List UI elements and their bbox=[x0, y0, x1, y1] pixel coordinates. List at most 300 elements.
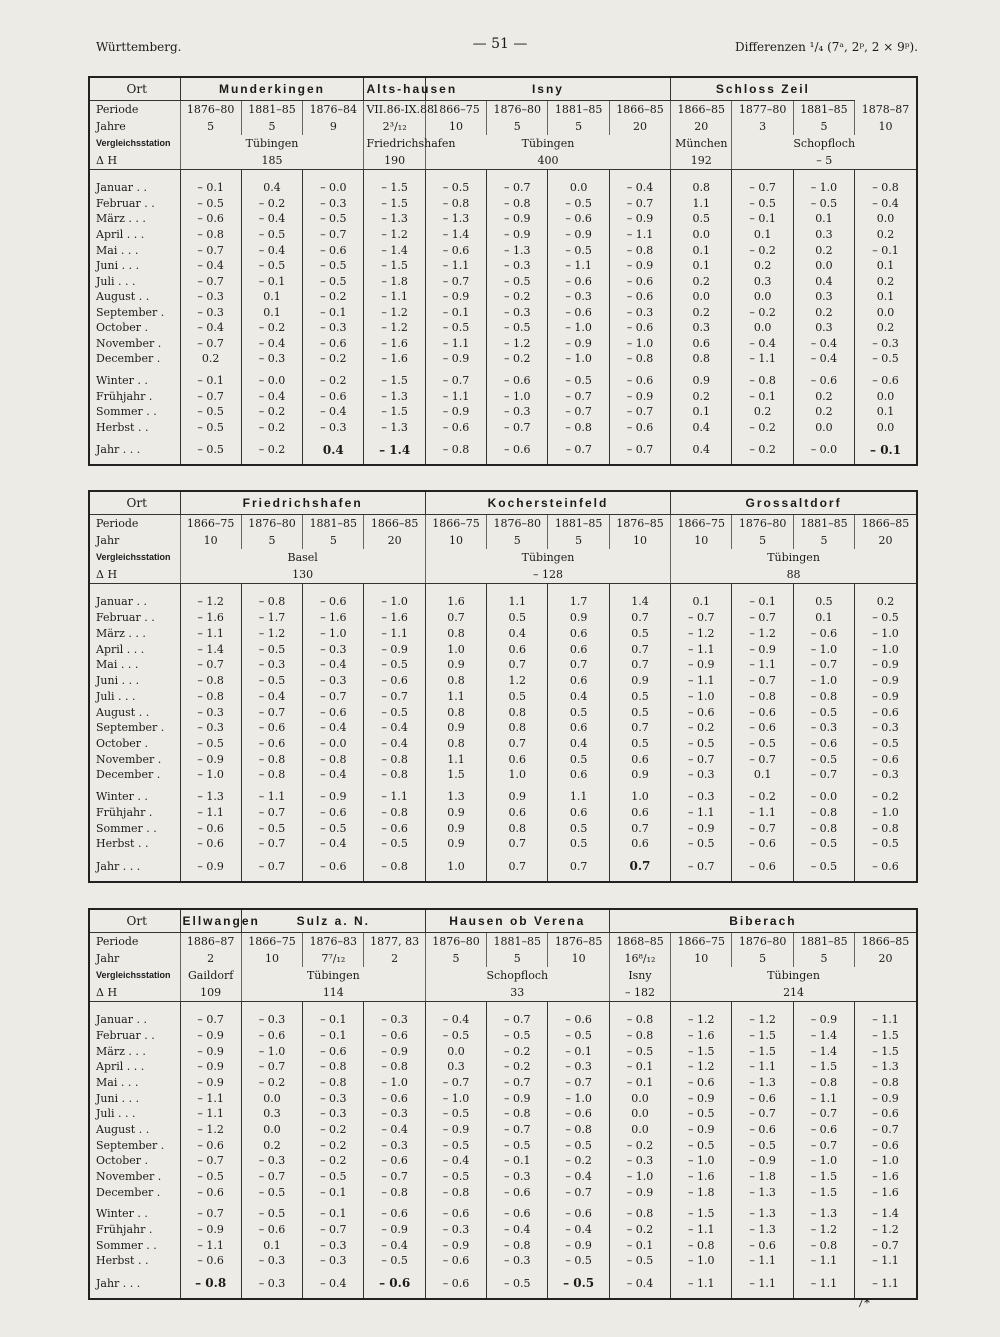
value-cell: – 0.5 bbox=[609, 1253, 670, 1269]
value-cell: – 1.2 bbox=[671, 1012, 732, 1028]
row-label: Δ H bbox=[90, 152, 180, 170]
value-cell: – 1.0 bbox=[364, 594, 425, 610]
value-cell: – 1.2 bbox=[793, 1222, 854, 1238]
value-cell: – 0.9 bbox=[364, 1043, 425, 1059]
value-cell: – 1.0 bbox=[793, 180, 854, 196]
annual-value-cell: – 0.5 bbox=[180, 441, 241, 458]
value-cell: – 0.8 bbox=[364, 751, 425, 767]
value-cell: 0.7 bbox=[487, 657, 548, 673]
month-label: October . bbox=[96, 1154, 149, 1168]
value-cell: – 0.3 bbox=[303, 673, 364, 689]
value-cell: 0.0 bbox=[793, 419, 854, 435]
value-cell: – 0.5 bbox=[548, 1137, 609, 1153]
years-cell: 10 bbox=[425, 118, 486, 135]
period-cell: 1876–80 bbox=[180, 101, 241, 119]
value-cell: – 0.6 bbox=[609, 289, 670, 305]
value-cell: – 0.7 bbox=[241, 1169, 302, 1185]
value-cell: – 0.4 bbox=[303, 720, 364, 736]
value-cell: – 0.5 bbox=[364, 1253, 425, 1269]
annual-value-cell: – 0.6 bbox=[303, 858, 364, 875]
month-row bbox=[90, 1122, 916, 1138]
spacer-row bbox=[90, 1002, 916, 1013]
spacer-cell bbox=[303, 875, 364, 881]
years-cell: 10 bbox=[671, 950, 732, 967]
value-cell: – 1.1 bbox=[732, 657, 793, 673]
page-number-header: — 51 — bbox=[472, 36, 528, 52]
station-row bbox=[90, 492, 916, 515]
years-cell: 10 bbox=[548, 950, 609, 967]
value-cell: 0.5 bbox=[548, 751, 609, 767]
spacer-cell bbox=[671, 458, 732, 464]
spacer-cell bbox=[425, 584, 486, 595]
value-cell: – 0.6 bbox=[303, 388, 364, 404]
month-label: Januar . . bbox=[96, 181, 147, 195]
value-cell: 0.2 bbox=[793, 305, 854, 321]
value-cell: – 0.7 bbox=[241, 805, 302, 821]
annual-value-cell: – 0.6 bbox=[364, 1275, 425, 1292]
value-cell: – 0.9 bbox=[732, 641, 793, 657]
value-cell: – 1.6 bbox=[855, 1169, 916, 1185]
years-cell: 20 bbox=[855, 532, 916, 549]
value-cell: – 0.9 bbox=[609, 258, 670, 274]
annual-value-cell: – 0.5 bbox=[548, 1275, 609, 1292]
value-cell: – 0.9 bbox=[425, 289, 486, 305]
years-cell: 10 bbox=[241, 950, 302, 967]
value-cell: 0.5 bbox=[609, 704, 670, 720]
value-cell: – 0.3 bbox=[303, 1253, 364, 1269]
value-cell: – 0.5 bbox=[793, 196, 854, 212]
value-cell: 0.1 bbox=[241, 1237, 302, 1253]
value-cell: – 0.7 bbox=[548, 1184, 609, 1200]
value-cell: – 1.4 bbox=[793, 1043, 854, 1059]
spacer-cell bbox=[732, 1292, 793, 1298]
season-row bbox=[90, 1253, 916, 1269]
value-cell: – 1.8 bbox=[364, 273, 425, 289]
value-cell: – 0.8 bbox=[609, 1012, 670, 1028]
height-difference-cell: 192 bbox=[671, 152, 732, 170]
month-label: October . bbox=[96, 321, 149, 335]
years-cell: 7⁷/₁₂ bbox=[303, 950, 364, 967]
value-cell: – 0.8 bbox=[487, 196, 548, 212]
season-row bbox=[90, 1206, 916, 1222]
value-cell: – 1.4 bbox=[855, 1206, 916, 1222]
value-cell: – 1.1 bbox=[855, 1012, 916, 1028]
period-cell: 1866–75 bbox=[241, 933, 302, 951]
value-cell: – 0.8 bbox=[548, 1122, 609, 1138]
value-cell: – 0.5 bbox=[793, 751, 854, 767]
value-cell: – 0.5 bbox=[732, 196, 793, 212]
period-cell: 1876–83 bbox=[303, 933, 364, 951]
value-cell: 0.0 bbox=[855, 388, 916, 404]
value-cell: – 0.5 bbox=[425, 1028, 486, 1044]
value-cell: – 0.9 bbox=[425, 351, 486, 367]
spacer-cell bbox=[855, 584, 916, 595]
value-cell: – 0.9 bbox=[180, 1075, 241, 1091]
season-label: Winter . . bbox=[96, 790, 148, 804]
value-cell: – 0.7 bbox=[241, 1059, 302, 1075]
value-cell: – 1.1 bbox=[609, 227, 670, 243]
value-cell: 0.4 bbox=[548, 736, 609, 752]
row-label: Δ H bbox=[90, 984, 180, 1002]
month-label: April . . . bbox=[96, 1060, 145, 1074]
value-cell: – 0.7 bbox=[180, 242, 241, 258]
value-cell: 0.2 bbox=[855, 594, 916, 610]
value-cell: – 0.9 bbox=[671, 1090, 732, 1106]
period-cell: 1866–75 bbox=[671, 933, 732, 951]
page-signature: 7* bbox=[856, 1296, 870, 1310]
value-cell: – 0.6 bbox=[793, 625, 854, 641]
annual-value-cell: – 0.8 bbox=[180, 1275, 241, 1292]
value-cell: 0.9 bbox=[671, 373, 732, 389]
value-cell: – 0.6 bbox=[671, 1075, 732, 1091]
month-label: Juli . . . bbox=[96, 1107, 136, 1121]
value-cell: – 1.1 bbox=[180, 1106, 241, 1122]
value-cell: – 1.6 bbox=[364, 351, 425, 367]
value-cell: 0.2 bbox=[793, 404, 854, 420]
period-cell: VII.86-IX.88 bbox=[364, 101, 425, 119]
value-cell: 0.6 bbox=[548, 625, 609, 641]
value-cell: – 0.6 bbox=[303, 805, 364, 821]
value-cell: – 0.5 bbox=[671, 1137, 732, 1153]
value-cell: – 1.0 bbox=[548, 351, 609, 367]
period-cell: 1866–75 bbox=[671, 515, 732, 533]
spacer-cell bbox=[793, 1292, 854, 1298]
value-cell: – 0.7 bbox=[303, 1222, 364, 1238]
value-cell: – 0.7 bbox=[609, 196, 670, 212]
annual-value-cell: – 0.5 bbox=[793, 858, 854, 875]
value-cell: – 0.2 bbox=[303, 373, 364, 389]
spacer-cell bbox=[364, 1002, 425, 1013]
value-cell: – 0.3 bbox=[303, 1237, 364, 1253]
value-cell: – 1.0 bbox=[609, 1169, 670, 1185]
value-cell: – 0.7 bbox=[793, 1106, 854, 1122]
annual-value-cell: – 0.7 bbox=[609, 441, 670, 458]
value-cell: – 1.0 bbox=[548, 320, 609, 336]
year-label: Jahr . . . bbox=[96, 443, 141, 456]
month-label: Juli . . . bbox=[96, 274, 136, 288]
value-cell: – 0.5 bbox=[487, 1137, 548, 1153]
reference-station-row bbox=[90, 967, 916, 984]
value-cell: – 0.8 bbox=[855, 180, 916, 196]
value-cell: – 1.5 bbox=[671, 1043, 732, 1059]
spacer-cell bbox=[671, 170, 732, 181]
height-difference-cell: 130 bbox=[180, 566, 425, 584]
value-cell: – 0.5 bbox=[855, 836, 916, 852]
years-cell: 10 bbox=[855, 118, 916, 135]
spacer-cell bbox=[241, 170, 302, 181]
value-cell: 0.9 bbox=[609, 673, 670, 689]
value-cell: 0.2 bbox=[855, 227, 916, 243]
value-cell: – 0.5 bbox=[303, 258, 364, 274]
height-difference-cell: – 128 bbox=[425, 566, 670, 584]
value-cell: – 0.9 bbox=[425, 404, 486, 420]
value-cell: – 0.0 bbox=[303, 736, 364, 752]
annual-value-cell: – 1.1 bbox=[732, 1275, 793, 1292]
month-label: October . bbox=[96, 736, 149, 750]
month-label: December . bbox=[96, 1185, 161, 1199]
value-cell: – 0.8 bbox=[793, 1075, 854, 1091]
value-cell: – 0.5 bbox=[364, 704, 425, 720]
period-cell: 1866–85 bbox=[855, 933, 916, 951]
period-cell: 1878–87 bbox=[855, 101, 916, 119]
value-cell: – 0.8 bbox=[671, 1237, 732, 1253]
value-cell: – 0.3 bbox=[609, 1153, 670, 1169]
value-cell: – 0.5 bbox=[241, 641, 302, 657]
value-cell: 0.0 bbox=[732, 320, 793, 336]
value-cell: 0.0 bbox=[548, 180, 609, 196]
value-cell: – 1.0 bbox=[487, 388, 548, 404]
value-cell: – 0.9 bbox=[548, 227, 609, 243]
value-cell: – 0.6 bbox=[364, 820, 425, 836]
height-difference-cell: – 182 bbox=[609, 984, 670, 1002]
years-cell: 5 bbox=[180, 118, 241, 135]
years-cell: 2 bbox=[364, 950, 425, 967]
month-label: September . bbox=[96, 721, 165, 735]
value-cell: – 0.5 bbox=[548, 1253, 609, 1269]
row-label: Vergleichsstation bbox=[96, 552, 171, 562]
value-cell: – 0.6 bbox=[241, 1222, 302, 1238]
value-cell: 0.1 bbox=[732, 767, 793, 783]
spacer-cell bbox=[90, 170, 180, 181]
value-cell: – 1.3 bbox=[793, 1206, 854, 1222]
year-label: Jahr . . . bbox=[96, 859, 141, 873]
value-cell: – 0.8 bbox=[241, 594, 302, 610]
spacer-cell bbox=[855, 170, 916, 181]
season-label: Herbst . . bbox=[96, 420, 149, 434]
value-cell: – 0.5 bbox=[180, 1169, 241, 1185]
annual-value-cell: – 0.0 bbox=[793, 441, 854, 458]
years-cell: 5 bbox=[793, 950, 854, 967]
value-cell: 0.6 bbox=[548, 805, 609, 821]
value-cell: – 0.7 bbox=[732, 673, 793, 689]
value-cell: – 0.5 bbox=[425, 1169, 486, 1185]
value-cell: – 0.3 bbox=[487, 258, 548, 274]
value-cell: – 0.9 bbox=[548, 336, 609, 352]
value-cell: – 0.4 bbox=[855, 196, 916, 212]
value-cell: – 1.0 bbox=[609, 336, 670, 352]
years-cell: 2 bbox=[180, 950, 241, 967]
value-cell: – 0.8 bbox=[609, 1206, 670, 1222]
value-cell: – 0.5 bbox=[609, 1043, 670, 1059]
value-cell: – 0.2 bbox=[303, 1153, 364, 1169]
season-row bbox=[90, 419, 916, 435]
value-cell: – 0.7 bbox=[548, 388, 609, 404]
years-cell: 3 bbox=[732, 118, 793, 135]
spacer-cell bbox=[487, 875, 548, 881]
years-cell: 5 bbox=[793, 118, 854, 135]
value-cell: – 0.9 bbox=[180, 751, 241, 767]
value-cell: – 0.4 bbox=[241, 688, 302, 704]
value-cell: – 0.5 bbox=[241, 673, 302, 689]
value-cell: 0.3 bbox=[732, 273, 793, 289]
value-cell: – 1.0 bbox=[793, 1153, 854, 1169]
value-cell: – 1.0 bbox=[548, 1090, 609, 1106]
value-cell: – 0.3 bbox=[180, 289, 241, 305]
month-row bbox=[90, 767, 916, 783]
season-label: Herbst . . bbox=[96, 1254, 149, 1268]
value-cell: – 1.3 bbox=[732, 1184, 793, 1200]
value-cell: – 0.6 bbox=[732, 1090, 793, 1106]
value-cell: – 1.6 bbox=[364, 610, 425, 626]
spacer-cell bbox=[90, 875, 180, 881]
spacer-cell bbox=[425, 458, 486, 464]
value-cell: – 1.2 bbox=[487, 336, 548, 352]
value-cell: – 0.5 bbox=[241, 1184, 302, 1200]
month-label: September . bbox=[96, 1138, 165, 1152]
value-cell: – 0.6 bbox=[241, 1028, 302, 1044]
value-cell: – 0.5 bbox=[487, 320, 548, 336]
value-cell: – 0.6 bbox=[732, 1122, 793, 1138]
value-cell: – 0.9 bbox=[487, 1090, 548, 1106]
value-cell: – 1.0 bbox=[671, 1153, 732, 1169]
value-cell: – 0.9 bbox=[609, 1184, 670, 1200]
value-cell: 0.5 bbox=[609, 625, 670, 641]
spacer-cell bbox=[303, 458, 364, 464]
station-row bbox=[90, 78, 916, 101]
month-row bbox=[90, 657, 916, 673]
annual-value-cell: – 0.8 bbox=[425, 441, 486, 458]
value-cell: 0.8 bbox=[425, 625, 486, 641]
value-cell: – 0.5 bbox=[487, 273, 548, 289]
value-cell: 0.1 bbox=[855, 289, 916, 305]
value-cell: 0.2 bbox=[671, 388, 732, 404]
value-cell: 0.0 bbox=[855, 211, 916, 227]
year-label: Jahr . . . bbox=[96, 1276, 141, 1290]
header-left: Württemberg. bbox=[96, 40, 182, 54]
spacer-cell bbox=[609, 1292, 670, 1298]
value-cell: – 0.3 bbox=[364, 1106, 425, 1122]
value-cell: – 0.8 bbox=[487, 1237, 548, 1253]
value-cell: – 0.8 bbox=[609, 1028, 670, 1044]
spacer-cell bbox=[609, 458, 670, 464]
value-cell: – 0.7 bbox=[609, 404, 670, 420]
season-label: Sommer . . bbox=[96, 1238, 157, 1252]
value-cell: – 0.3 bbox=[487, 305, 548, 321]
years-cell: 10 bbox=[609, 532, 670, 549]
years-cell: 10 bbox=[671, 532, 732, 549]
value-cell: – 0.9 bbox=[303, 789, 364, 805]
years-cell: 20 bbox=[609, 118, 670, 135]
value-cell: – 0.7 bbox=[180, 336, 241, 352]
value-cell: – 0.6 bbox=[425, 1253, 486, 1269]
value-cell: 0.9 bbox=[609, 767, 670, 783]
value-cell: – 0.3 bbox=[671, 767, 732, 783]
month-row bbox=[90, 1184, 916, 1200]
value-cell: 0.2 bbox=[855, 273, 916, 289]
value-cell: – 0.6 bbox=[609, 373, 670, 389]
value-cell: 0.8 bbox=[487, 820, 548, 836]
annual-value-cell: 0.4 bbox=[303, 441, 364, 458]
data-table bbox=[90, 910, 916, 1298]
value-cell: – 0.5 bbox=[671, 1106, 732, 1122]
value-cell: – 0.2 bbox=[241, 1075, 302, 1091]
value-cell: – 1.6 bbox=[855, 1184, 916, 1200]
spacer-cell bbox=[487, 170, 548, 181]
month-row bbox=[90, 1075, 916, 1091]
value-cell: – 0.8 bbox=[364, 1059, 425, 1075]
value-cell: – 0.7 bbox=[487, 180, 548, 196]
spacer-cell bbox=[303, 1292, 364, 1298]
value-cell: – 1.2 bbox=[364, 227, 425, 243]
value-cell: – 1.1 bbox=[732, 1253, 793, 1269]
value-cell: 0.7 bbox=[548, 657, 609, 673]
value-cell: 0.6 bbox=[548, 767, 609, 783]
month-label: Mai . . . bbox=[96, 243, 139, 257]
value-cell: – 0.4 bbox=[487, 1222, 548, 1238]
value-cell: – 0.4 bbox=[548, 1169, 609, 1185]
value-cell: – 0.3 bbox=[303, 320, 364, 336]
value-cell: – 0.3 bbox=[180, 720, 241, 736]
month-label: Mai . . . bbox=[96, 658, 139, 672]
period-cell: 1876–84 bbox=[303, 101, 364, 119]
annual-value-cell: – 0.6 bbox=[732, 858, 793, 875]
period-row bbox=[90, 933, 916, 951]
value-cell: – 0.5 bbox=[732, 736, 793, 752]
value-cell: – 1.0 bbox=[241, 1043, 302, 1059]
value-cell: – 0.1 bbox=[303, 1028, 364, 1044]
reference-station-cell: Tübingen bbox=[241, 967, 425, 984]
month-row bbox=[90, 305, 916, 321]
value-cell: – 1.0 bbox=[855, 625, 916, 641]
month-label: März . . . bbox=[96, 1044, 146, 1058]
years-cell: 10 bbox=[425, 532, 486, 549]
value-cell: 0.8 bbox=[425, 736, 486, 752]
period-cell: 1868–85 bbox=[609, 933, 670, 951]
spacer-cell bbox=[793, 458, 854, 464]
value-cell: – 0.3 bbox=[548, 1059, 609, 1075]
value-cell: – 0.1 bbox=[303, 1012, 364, 1028]
value-cell: – 0.6 bbox=[303, 704, 364, 720]
value-cell: – 0.1 bbox=[303, 1184, 364, 1200]
value-cell: 1.0 bbox=[609, 789, 670, 805]
value-cell: 0.6 bbox=[609, 836, 670, 852]
value-cell: – 0.1 bbox=[855, 242, 916, 258]
month-label: Februar . . bbox=[96, 196, 155, 210]
value-cell: – 0.4 bbox=[609, 180, 670, 196]
spacer-cell bbox=[90, 1292, 180, 1298]
value-cell: – 0.3 bbox=[180, 704, 241, 720]
value-cell: 0.9 bbox=[425, 836, 486, 852]
value-cell: – 0.6 bbox=[303, 1043, 364, 1059]
value-cell: – 0.8 bbox=[364, 1184, 425, 1200]
annual-value-cell: – 1.4 bbox=[364, 441, 425, 458]
value-cell: – 0.5 bbox=[487, 1028, 548, 1044]
value-cell: 0.9 bbox=[425, 720, 486, 736]
value-cell: 0.1 bbox=[671, 594, 732, 610]
value-cell: – 1.0 bbox=[793, 641, 854, 657]
value-cell: 0.1 bbox=[793, 610, 854, 626]
years-cell: 5 bbox=[241, 118, 302, 135]
month-label: August . . bbox=[96, 290, 150, 304]
row-label: Periode bbox=[96, 103, 139, 116]
value-cell: – 0.7 bbox=[671, 610, 732, 626]
value-cell: – 0.2 bbox=[487, 1043, 548, 1059]
value-cell: 0.8 bbox=[487, 704, 548, 720]
value-cell: 0.7 bbox=[487, 736, 548, 752]
value-cell: – 0.9 bbox=[609, 388, 670, 404]
value-cell: – 1.5 bbox=[364, 258, 425, 274]
value-cell: – 0.9 bbox=[855, 688, 916, 704]
years-cell: 5 bbox=[425, 950, 486, 967]
value-cell: – 0.4 bbox=[303, 767, 364, 783]
data-table bbox=[90, 78, 916, 464]
spacer-cell bbox=[548, 458, 609, 464]
spacer-cell bbox=[609, 1002, 670, 1013]
value-cell: – 0.8 bbox=[548, 419, 609, 435]
period-cell: 1876–80 bbox=[241, 515, 302, 533]
spacer-cell bbox=[548, 875, 609, 881]
spacer-cell bbox=[732, 170, 793, 181]
